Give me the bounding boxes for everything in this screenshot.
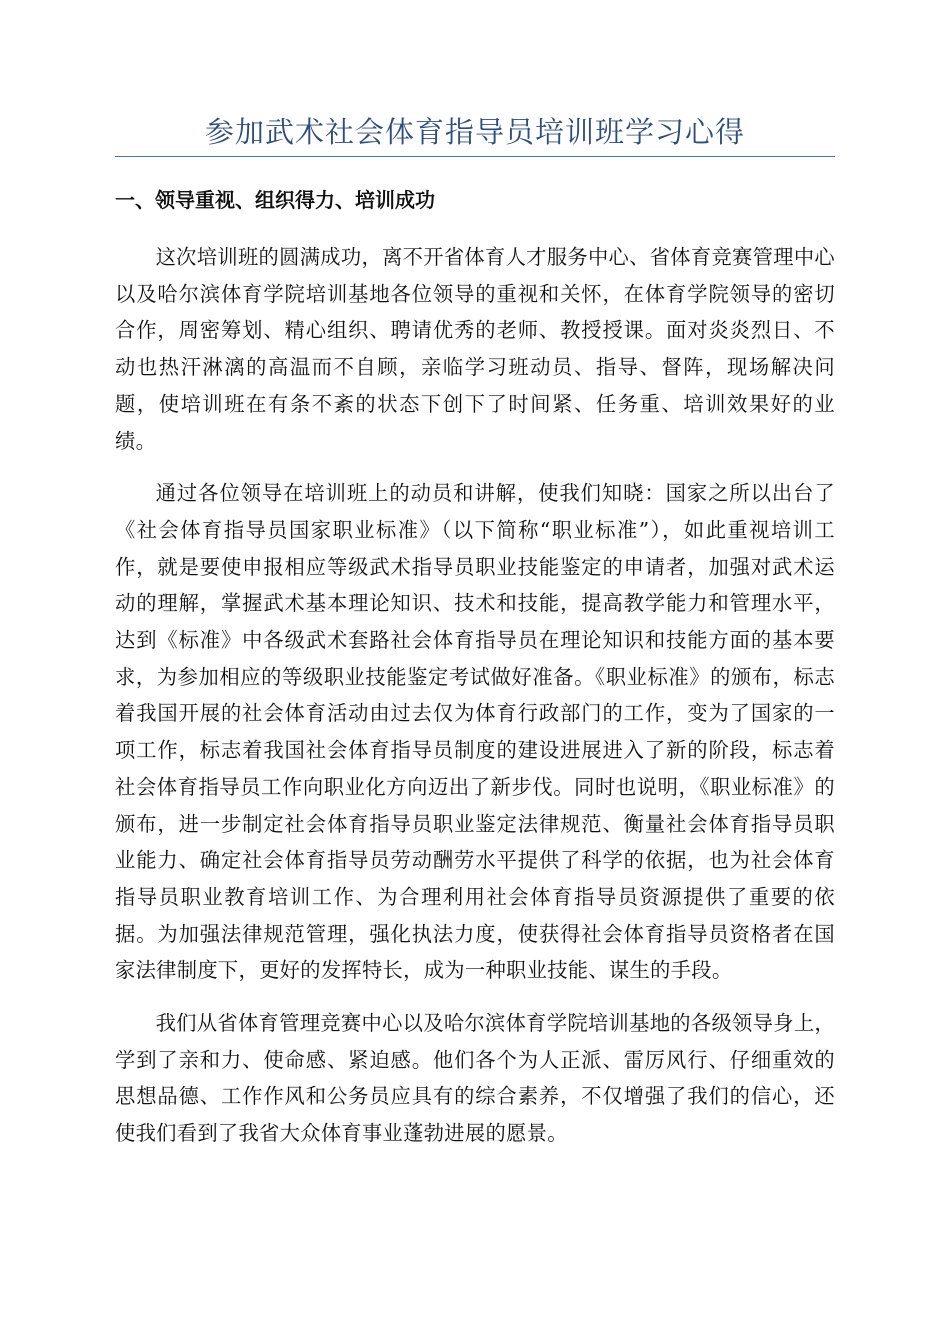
body-paragraph-2: 通过各位领导在培训班上的动员和讲解，使我们知晓：国家之所以出台了《社会体育指导员国家职业标准》（以下简称“职业标准”），如此重视培训工作，就是要使申报相应等级武术指导员职业技能鉴定的申请者，加强对武术运动的理解，掌握武术基本理论知识、技术和技能，提高教学能力和管理水平，达到《标准》中各级武术套路社会体育指导员在理论知识和技能方面的基本要求，为参加相应的等级职业技能鉴定考试做好准备。《职业标准》的颁布，标志着我国开展的社会体育活动由过去仅为体育行政部门的工作，变为了国家的一项工作，标志着我国社会体育指导员制度的建设进展进入了新的阶段，标志着社会体育指导员工作向职业化方向迈出了新步伐。同时也说明，《职业标准》的颁布，进一步制定社会体育指导员职业鉴定法律规范、衡量社会体育指导员职业能力、确定社会体育指导员劳动酬劳水平提供了科学的依据，也为社会体育指导员职业教育培训工作、为合理利用社会体育指导员资源提供了重要的依据。为加强法律规范管理，强化执法力度，使获得社会体育指导员资格者在国家法律制度下，更好的发挥特长，成为一种职业技能、谋生的手段。 (115, 481, 835, 983)
title-underline (115, 156, 835, 157)
document-page (115, 0, 835, 1152)
body-paragraph-3: 我们从省体育管理竞赛中心以及哈尔滨体育学院培训基地的各级领导身上，学到了亲和力、使命感、紧迫感。他们各个为人正派、雷厉风行、仔细重效的思想品德、工作作风和公务员应具有的综合素养，不仅增强了我们的信心，还使我们看到了我省大众体育事业蓬勃进展的愿景。 (115, 1011, 835, 1146)
section-heading: 一、领导重视、组织得力、培训成功 (115, 188, 435, 212)
body-paragraph-1: 这次培训班的圆满成功，离不开省体育人才服务中心、省体育竞赛管理中心以及哈尔滨体育学院培训基地各位领导的重视和关怀，在体育学院领导的密切合作，周密筹划、精心组织、聘请优秀的老师、教授授课。面对炎炎烈日、不动也热汗淋漓的高温而不自顾，亲临学习班动员、指导、督阵，现场解决问题，使培训班在有条不紊的状态下创下了时间紧、任务重、培训效果好的业绩。 (115, 245, 835, 453)
document-title: 参加武术社会体育指导员培训班学习心得 (204, 115, 745, 149)
